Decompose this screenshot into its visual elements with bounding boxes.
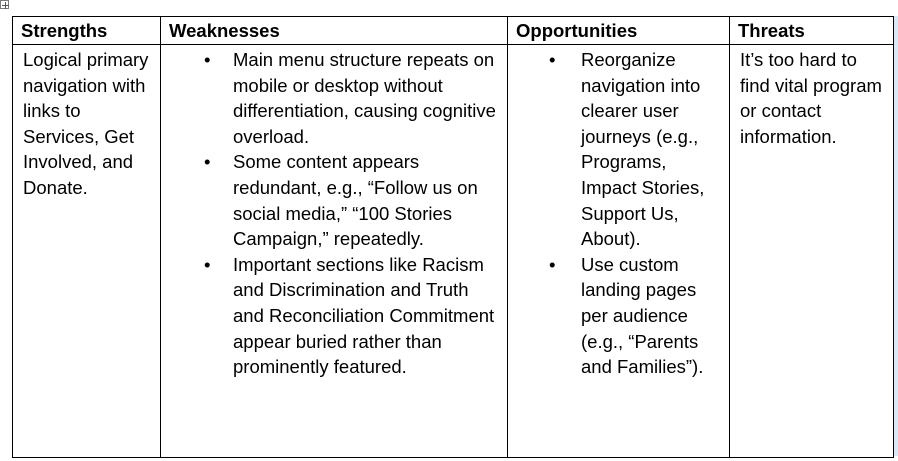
strengths-text: Logical primary navigation with links to Services, Get Involved, and Donate.: [23, 49, 149, 198]
list-item-text: Some content appears redundant, e.g., “Follow us on social media,” “100 Stories Campaign,” repeatedly.: [233, 151, 478, 250]
list-item: [161, 252, 499, 380]
weaknesses-cell[interactable]: [161, 45, 508, 458]
bullet-icon: •: [204, 253, 211, 275]
bullet-icon: •: [204, 151, 211, 173]
list-item-text: Important sections like Racism and Discrimination and Truth and Reconciliation Commitment appear buried rather than prominently featured.: [233, 253, 495, 378]
header-threats[interactable]: Threats: [730, 17, 894, 45]
header-row: [13, 17, 894, 45]
bullet-icon: •: [549, 253, 556, 275]
header-weaknesses[interactable]: Weaknesses: [161, 17, 508, 45]
opportunities-list: [508, 45, 729, 380]
list-item: [161, 149, 499, 251]
threats-text: It’s too hard to find vital program or contact information.: [740, 49, 882, 147]
header-opportunities[interactable]: Opportunities: [508, 17, 730, 45]
list-item-text: Use custom landing pages per audience (e.g., “Parents and Families”).: [581, 253, 704, 378]
list-item: [508, 47, 721, 252]
opportunities-cell[interactable]: [508, 45, 730, 458]
bullet-icon: •: [204, 49, 211, 70]
strengths-cell[interactable]: [13, 45, 161, 458]
content-row: [13, 45, 894, 458]
list-item: [161, 47, 499, 149]
list-item-text: Reorganize navigation into clearer user journeys (e.g., Programs, Impact Stories, Support Us, About).: [581, 49, 705, 250]
move-arrows-icon: [1, 1, 10, 10]
list-item: [508, 252, 721, 380]
swot-table: [12, 16, 894, 458]
list-item-text: Main menu structure repeats on mobile or desktop without differentiation, causing cognitive overload.: [233, 49, 496, 147]
header-strengths[interactable]: Strengths: [13, 17, 161, 45]
threats-cell[interactable]: [730, 45, 894, 458]
table-move-handle-icon[interactable]: [0, 0, 9, 9]
bullet-icon: •: [549, 49, 556, 70]
weaknesses-list: [161, 45, 507, 380]
